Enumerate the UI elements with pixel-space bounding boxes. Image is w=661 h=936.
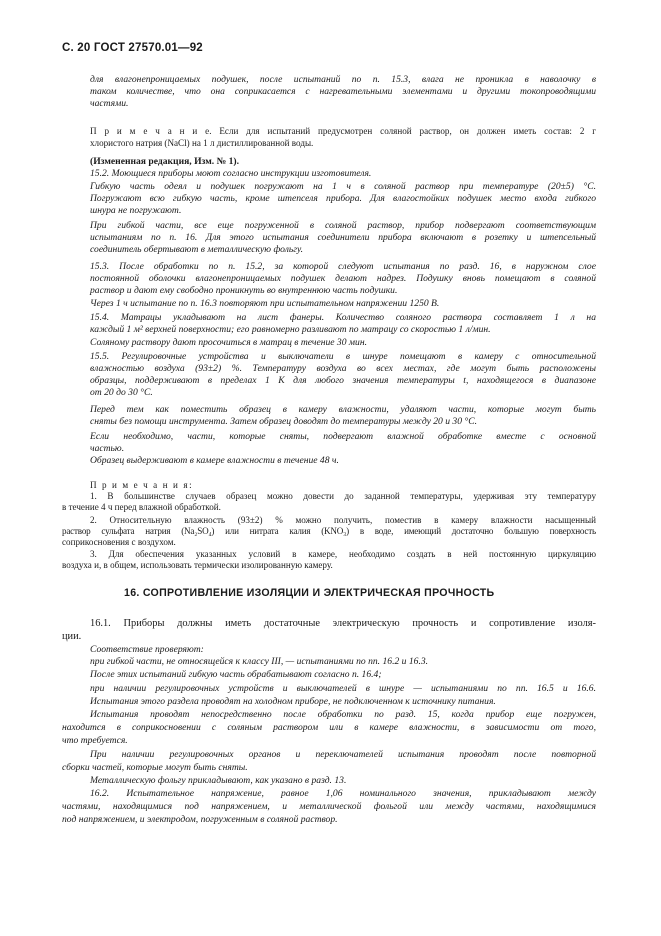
text-line: частями.	[90, 98, 129, 109]
text-line: при гибкой части, не относящейся к классу III, — испытаниями по пп. 16.2 и 16.3.	[90, 656, 429, 667]
text-line: При гибкой части, все еще погруженной в соляной раствор, прибор подвергают соответствующим	[90, 220, 596, 231]
notes-heading: П р и м е ч а н и я:	[90, 480, 194, 490]
note-line: П р и м е ч а н и е. Если для испытаний предусмотрен соляной раствор, он должен иметь состав: 2 г	[90, 126, 596, 136]
clause-16-2: 16.2. Испытательное напряжение, равное 1,06 номинального значения, прикладывают между	[90, 788, 596, 799]
text-line: Если необходимо, части, которые сняты, подвергают влажной обработке вместе с основной	[90, 431, 596, 442]
note-line: соприкосновения с воздухом.	[62, 537, 176, 547]
text-line: Испытания проводят непосредственно после обработки по разд. 15, когда прибор еще погружен,	[90, 709, 596, 720]
text-line: от 20 до 30 °С.	[90, 387, 153, 398]
text-line: каждый 1 м² верхней поверхности; его равномерно разливают по матрацу со скоростью 1 л/мин.	[90, 324, 491, 335]
clause-15-3: 15.3. После обработки по п. 15.2, за которой следуют испытания по разд. 16, в наружном слое	[90, 261, 596, 272]
text-line: испытаниям по п. 16. Для этого испытания соединители прибора включают в розетку и штепсельный	[90, 232, 596, 243]
text-line: Перед тем как поместить образец в камеру влажности, удаляют части, которые могут быть	[90, 404, 596, 415]
text-line: таком количестве, что она соприкасается с нагревательными элементами и другими токопроводящими	[90, 86, 596, 97]
section-title: 16. СОПРОТИВЛЕНИЕ ИЗОЛЯЦИИ И ЭЛЕКТРИЧЕСКАЯ ПРОЧНОСТЬ	[124, 587, 495, 599]
text-line: Испытания этого раздела проводят на холодном приборе, не подключенном к источнику питания.	[90, 696, 496, 707]
amendment-note: (Измененная редакция, Изм. № 1).	[90, 156, 240, 167]
text-line: Гибкую часть одеял и подушек погружают на 1 ч в соляной раствор при температуре (20±5) °С.	[90, 181, 596, 192]
text-line: что требуется.	[62, 735, 128, 746]
text-line: постоянной оболочки влагонепроницаемых подушек делают надрез. Подушку вновь помещают в соляной	[90, 273, 596, 284]
clause-15-5: 15.5. Регулировочные устройства и выключатели в шнуре помещают в камеру с относительной	[90, 351, 596, 362]
text-line: образцы, поддерживают в пределах 1 К для любого значения температуры t, находящегося в диапазоне	[90, 375, 596, 386]
text-line: Соляному раствору дают просочиться в матрац в течение 30 мин.	[90, 337, 367, 348]
text-line: сборки частей, которые могут быть сняты.	[62, 762, 248, 773]
text-line: Погружают всю гибкую часть, кроме штепселя прибора. Для влагостойких подушек место входа гибкого	[90, 193, 596, 204]
text-line: находится в соприкосновении с соляным раствором или в камере влажности, в зависимости от того,	[62, 722, 596, 733]
clause-15-2: 15.2. Моющиеся приборы моют согласно инструкции изготовителя.	[90, 168, 372, 179]
text-line: под напряжением, и электродом, погруженным в соляной раствор.	[62, 814, 338, 825]
text-line: ции.	[62, 631, 82, 642]
text-line: частями, находящимися под напряжением, и металлической фольгой или между частями, находящимися	[62, 801, 596, 812]
text-line: влажностью воздуха (93±2) %. Температуру воздуха во всех местах, где могут быть расположены	[90, 363, 596, 374]
clause-15-4: 15.4. Матрацы укладывают на лист фанеры. Количество соляного раствора составляет 1 л на	[90, 312, 596, 323]
note-line: 3. Для обеспечения указанных условий в камере, необходимо создать в ней постоянную циркуляцию	[90, 549, 596, 559]
text-line: Соответствие проверяют:	[90, 644, 204, 655]
text-line: Металлическую фольгу прикладывают, как указано в разд. 13.	[90, 775, 347, 786]
text-line: сняты без помощи инструмента. Затем образец доводят до температуры между 20 и 30 °С.	[90, 416, 478, 427]
note-line: воздуха и, в общем, использовать термически изолированную камеру.	[62, 560, 333, 570]
note-line: 1. В большинстве случаев образец можно довести до заданной температуры, удерживая эту температуру	[90, 491, 596, 501]
text-line: После этих испытаний гибкую часть обрабатывают согласно п. 16.4;	[90, 669, 382, 680]
text-line: соединитель обертывают в металлическую фольгу.	[90, 244, 304, 255]
note-line: хлористого натрия (NaCl) на 1 л дистиллированной воды.	[90, 138, 314, 148]
text-line: шнура не погружают.	[90, 205, 182, 216]
text-line: раствор и дают ему свободно проникнуть во внутреннюю часть подушки.	[90, 285, 398, 296]
text-line: частью.	[90, 443, 125, 454]
text-line: для влагонепроницаемых подушек, после испытаний по п. 15.3, влага не проникла в наволочку в	[90, 74, 596, 85]
text-line: Образец выдерживают в камере влажности в течение 48 ч.	[90, 455, 339, 466]
text-line: Через 1 ч испытание по п. 16.3 повторяют при испытательном напряжении 1250 В.	[90, 298, 440, 309]
page-header: С. 20 ГОСТ 27570.01—92	[62, 42, 203, 54]
text-line: При наличии регулировочных органов и переключателей испытания проводят после повторной	[90, 749, 596, 760]
note-line: 2. Относительную влажность (93±2) % можно получить, поместив в камеру влажности насыщенный	[90, 515, 596, 525]
note-line: в течение 4 ч перед влажной обработкой.	[62, 502, 221, 512]
note-line: раствор сульфата натрия (Na₂SO₄) или нитрата калия (KNO₃) в воде, имеющий достаточно большую поверхность	[62, 526, 596, 536]
text-line: при наличии регулировочных устройств и выключателей в шнуре — испытаниями по пп. 16.5 и 16.6.	[90, 683, 596, 694]
clause-16-1: 16.1. Приборы должны иметь достаточные электрическую прочность и сопротивление изоля-	[90, 618, 596, 629]
